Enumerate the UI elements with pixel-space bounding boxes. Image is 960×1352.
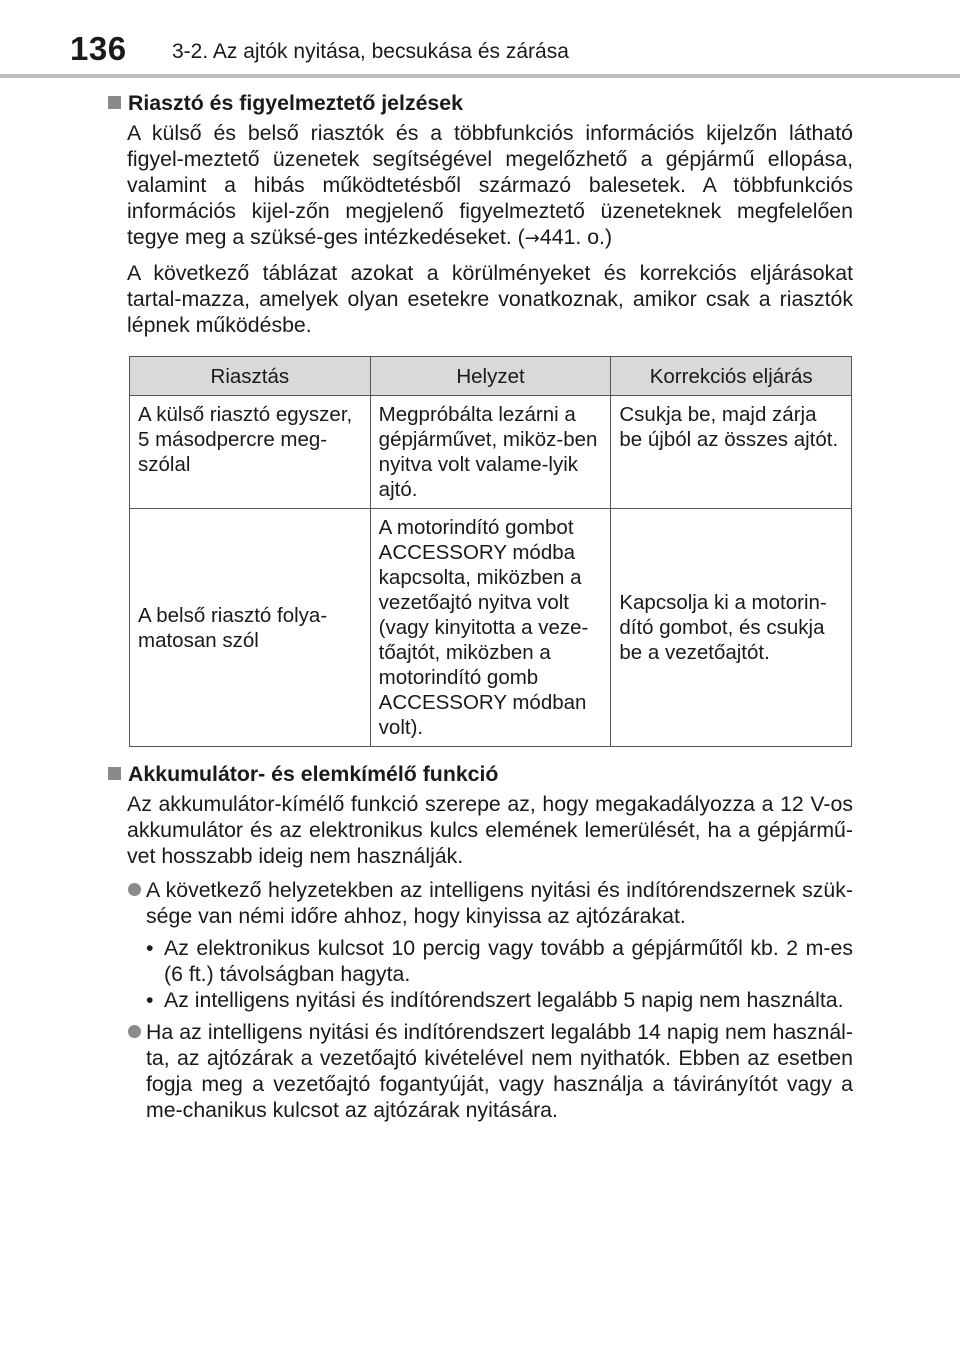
table-cell: A belső riasztó folya-matosan szól bbox=[130, 509, 371, 747]
section-title: Akkumulátor- és elemkímélő funkció bbox=[128, 762, 499, 786]
column-header: Korrekciós eljárás bbox=[611, 357, 852, 396]
list-item bbox=[108, 877, 853, 929]
table-cell: Kapcsolja ki a motorin-dító gombot, és csukja be a vezetőajtót. bbox=[611, 509, 852, 747]
section-title: Riasztó és figyelmeztető jelzések bbox=[128, 91, 463, 115]
section-heading-battery-saver bbox=[108, 761, 853, 787]
page-number: 136 bbox=[70, 30, 127, 67]
table-row bbox=[130, 396, 852, 509]
square-bullet-icon bbox=[108, 767, 121, 780]
table-cell: A motorindító gombot ACCESSORY módba kapcsolta, miközben a vezetőajtó nyitva volt (vagy kinyitotta a veze-tőajtót, miközben a motorindító gomb ACCESSORY módban volt). bbox=[370, 509, 611, 747]
page-reference: 441. o.) bbox=[539, 225, 613, 249]
sub-list-item bbox=[108, 987, 853, 1013]
paragraph-table-intro: A következő táblázat azokat a körülményeket és korrekciós eljárásokat tartal-mazza, amelyek olyan esetekre vonatkoznak, amikor csak a riasztók lépnek működésbe. bbox=[127, 261, 853, 337]
list-item-text: Ha az intelligens nyitási és indítórendszert legalább 14 napig nem használ-ta, az ajtózárak a vezetőajtó kivételével nem nyithatók. Ebben az esetben fogja meg a vezetőajtó fogantyúját, vagy használja a távirányítót vagy a me-chanikus kulcsot az ajtózárak nyitására. bbox=[146, 1020, 853, 1122]
paragraph-battery-saver: Az akkumulátor-kímélő funkció szerepe az, hogy megakadályozza a 12 V-os akkumulátor és az elektronikus kulcs elemének lemerülését, ha a gépjármű-vet hosszabb ideig nem használják. bbox=[127, 792, 853, 868]
bullet-icon: • bbox=[146, 988, 154, 1012]
sub-list-item-text: Az intelligens nyitási és indítórendszert legalább 5 napig nem használta. bbox=[164, 988, 844, 1012]
paragraph-alarms-intro bbox=[108, 120, 853, 252]
section-heading-alarms bbox=[108, 90, 853, 116]
column-header: Riasztás bbox=[130, 357, 371, 396]
circle-bullet-icon bbox=[128, 883, 141, 896]
page-header bbox=[0, 0, 960, 76]
table-row bbox=[130, 509, 852, 747]
list-item-text: A következő helyzetekben az intelligens nyitási és indítórendszernek szük-sége van némi időre ahhoz, hogy kinyissa az ajtózárakat. bbox=[146, 878, 853, 928]
alarm-table bbox=[129, 356, 852, 747]
table-cell: Csukja be, majd zárja be újból az összes ajtót. bbox=[611, 396, 852, 509]
table-cell: Megpróbálta lezárni a gépjárművet, miköz-ben nyitva volt valame-lyik ajtó. bbox=[370, 396, 611, 509]
table-header-row bbox=[130, 357, 852, 396]
table-cell: A külső riasztó egyszer, 5 másodpercre meg-szólal bbox=[130, 396, 371, 509]
paragraph-text: A külső és belső riasztók és a többfunkciós információs kijelzőn látható figyel-meztető üzenetek segítségével megelőzhető a gépjármű ellopása, valamint a hibás működtetésből származó balesetek. A többfunkciós információs kijel-zőn megjelenő figyelmeztető üzeneteknek megfelelően tegye meg a szüksé-ges intézkedéseket. ( bbox=[127, 121, 853, 249]
arrow-right-icon: → bbox=[524, 228, 540, 249]
column-header: Helyzet bbox=[370, 357, 611, 396]
circle-bullet-icon bbox=[128, 1025, 141, 1038]
square-bullet-icon bbox=[108, 96, 121, 109]
chapter-title: 3-2. Az ajtók nyitása, becsukása és zárása bbox=[172, 40, 569, 63]
bullet-icon: • bbox=[146, 936, 154, 960]
page-content bbox=[108, 90, 853, 1129]
header-rule bbox=[0, 74, 960, 78]
sub-list-item-text: Az elektronikus kulcsot 10 percig vagy tovább a gépjárműtől kb. 2 m-es (6 ft.) távolságban hagyta. bbox=[164, 936, 853, 986]
sub-list-item bbox=[108, 935, 853, 987]
list-item bbox=[108, 1019, 853, 1123]
